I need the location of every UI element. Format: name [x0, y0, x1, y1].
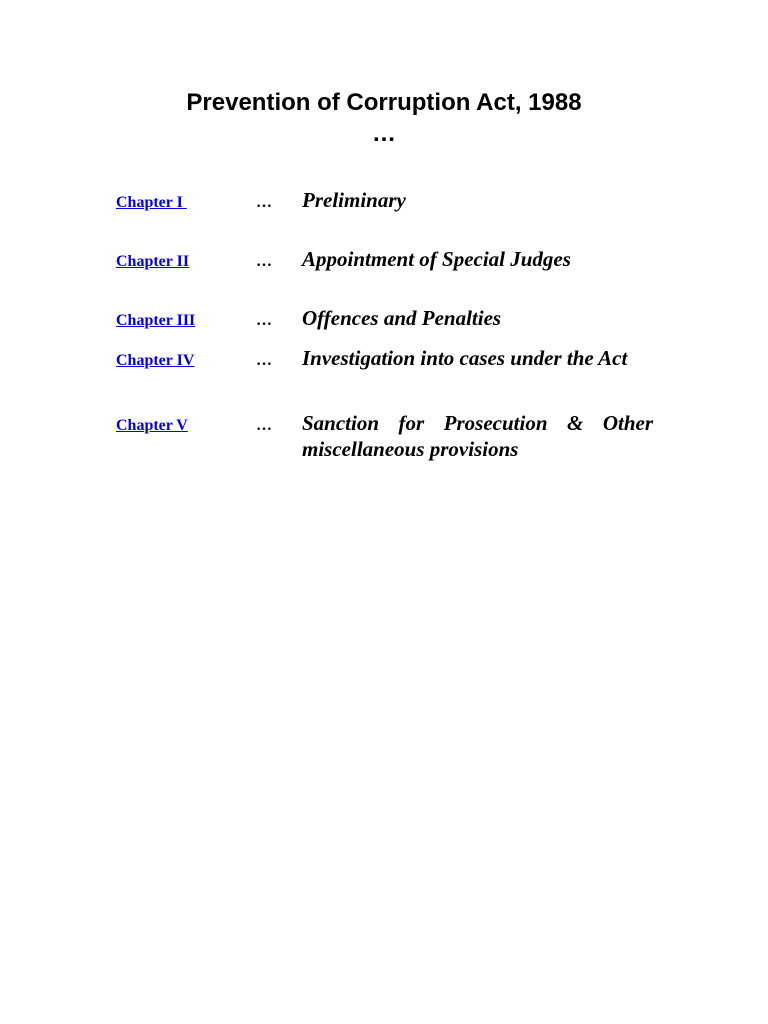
- chapter-link-2[interactable]: Chapter II: [116, 253, 190, 270]
- document-title: Prevention of Corruption Act, 1988: [186, 89, 582, 116]
- chapter-separator: …: [256, 253, 272, 270]
- title-ellipsis: …: [372, 120, 396, 147]
- chapter-link-4[interactable]: Chapter IV: [116, 352, 195, 369]
- chapter-link-5[interactable]: Chapter V: [116, 417, 188, 434]
- chapter-link-1[interactable]: Chapter I: [116, 194, 187, 211]
- chapter-title: Investigation into cases under the Act: [302, 346, 628, 370]
- chapter-title: Appointment of Special Judges: [302, 247, 571, 271]
- chapter-link-3[interactable]: Chapter III: [116, 312, 196, 329]
- chapter-title: Offences and Penalties: [302, 306, 502, 330]
- chapter-separator: …: [256, 312, 272, 329]
- chapter-separator: …: [256, 417, 272, 434]
- chapter-separator: …: [256, 352, 272, 369]
- chapter-title: Preliminary: [302, 188, 406, 212]
- chapter-title: Sanction for Prosecution & Other miscellaneous provisions: [302, 411, 653, 461]
- chapter-separator: …: [256, 194, 272, 211]
